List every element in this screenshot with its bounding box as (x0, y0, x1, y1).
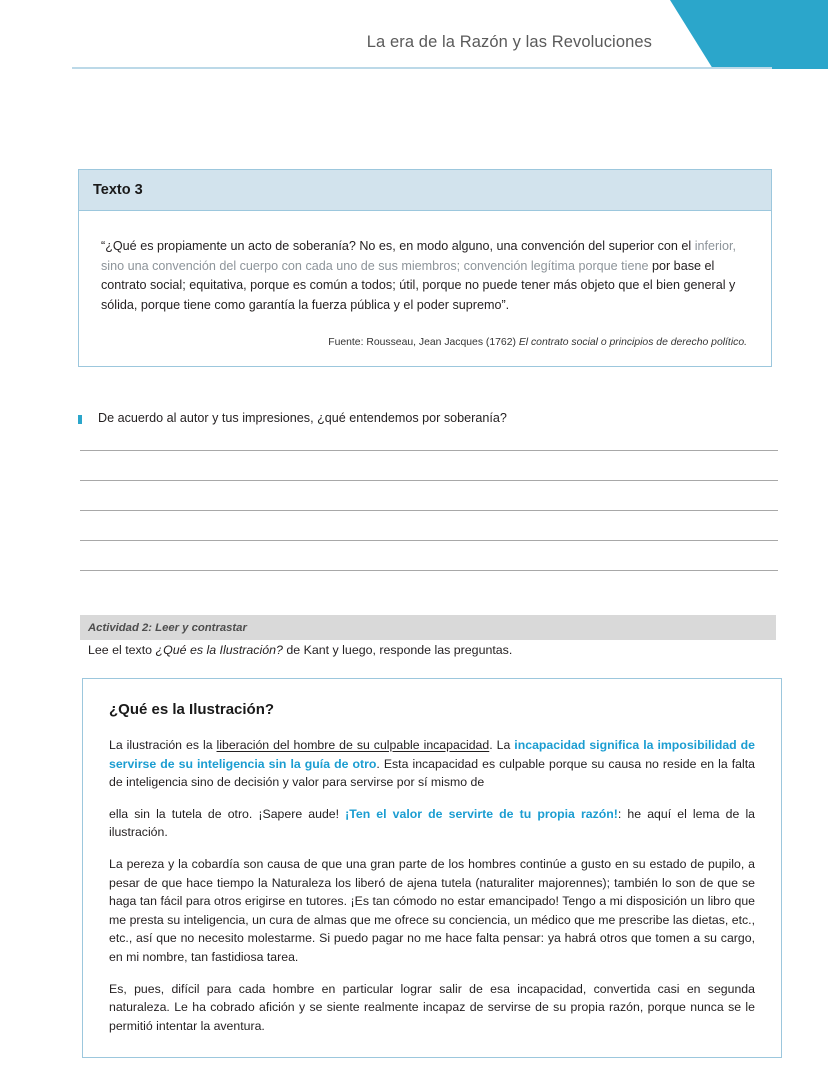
kant-reading-card (82, 678, 782, 1058)
instruction-prefix: Lee el texto (88, 643, 156, 657)
answer-lines-group (80, 450, 778, 600)
answer-line[interactable] (80, 570, 778, 571)
header-accent-shape-icon (648, 0, 828, 69)
quote-segment-1: “¿Qué es propiamente un acto de soberanía? No es, en modo alguno, una convención del superior con el (101, 239, 695, 253)
p1-segment-c: . Esta incapacidad es culpable porque su causa no reside en la falta de inteligencia sino de decisión y valor para servirse por sí mismo de (109, 756, 756, 790)
reading-paragraph-3: La pereza y la cobardía son causa de que una gran parte de los hombres continúe a gusto en su estado de pupilo, a pesar de que hace tiempo la Naturaleza los liberó de ajena tutela (naturaliter majorennes); también lo son de que se haga tan fácil para otros erigirse en tutores. ¡Es tan cómodo no estar emancipado! Tengo a mi disposición un libro que me presta su inteligencia, un cura de almas que me ofrece su conciencia, un médico que me prescribe las dietas, etc., etc., así que no necesito molestarme. Si puedo pagar no me hace falta pensar: ya habrá otros que tomen a su cargo, en mi nombre, tan fastidiosa tarea. (109, 856, 755, 964)
header-divider (72, 67, 772, 69)
texto-3-label: Texto 3 (93, 182, 143, 198)
answer-line[interactable] (80, 450, 778, 451)
texto-3-card-header (79, 170, 771, 211)
p1-segment-b: . La (489, 738, 515, 752)
reading-paragraph-1 (109, 736, 755, 792)
p2-segment-a: ella sin la tutela de otro. ¡Sapere aude! (109, 806, 346, 821)
rousseau-quote (101, 237, 749, 315)
activity-2-band (80, 615, 776, 640)
question-row (78, 410, 778, 427)
p1-underlined-phrase: liberación del hombre de su culpable incapacidad (216, 738, 490, 752)
reading-paragraph-4: Es, pues, difícil para cada hombre en particular lograr salir de esa incapacidad, convertida casi en segunda naturaleza. Le ha cobrado afición y se siente realmente incapaz de servirse de su propia razón, porque nunca se le permitió intentar la aventura. (109, 981, 755, 1033)
instruction-title: ¿Qué es la Ilustración? (155, 643, 283, 657)
activity-2-instruction (88, 643, 778, 657)
quote-segment-2: por base el contrato social; equitativa, porque es común a todos; útil, porque no puede tener más objeto que el bien general y sólida, porque tiene como garantía la fuerza pública y el poder supremo”. (101, 258, 736, 312)
question-text: De acuerdo al autor y tus impresiones, ¿qué entendemos por soberanía? (98, 411, 507, 425)
instruction-suffix: de Kant y luego, responde las preguntas. (282, 643, 513, 657)
answer-line[interactable] (80, 480, 778, 481)
p2-highlighted-phrase: ¡Ten el valor de servirte de tu propia razón! (345, 806, 618, 821)
quote-segment-faded: inferior, sino una convención del cuerpo con cada uno de sus miembros; convención legítima porque tiene (101, 239, 736, 273)
answer-line[interactable] (80, 510, 778, 511)
texto-3-card (78, 169, 772, 367)
reading-title: ¿Qué es la Ilustración? (109, 701, 275, 718)
texto-3-card-body (79, 211, 771, 366)
quote-source-prefix: Fuente: Rousseau, Jean Jacques (1762) (328, 337, 519, 348)
quote-source (101, 337, 749, 348)
answer-line[interactable] (80, 540, 778, 541)
p2-segment-b: : he aquí el lema de la ilustración. (109, 806, 756, 840)
p1-segment-a: La ilustración es la (109, 738, 217, 752)
reading-paragraph-2 (109, 805, 755, 842)
page-title: La era de la Razón y las Revoluciones (366, 33, 652, 51)
activity-2-label: Actividad 2: Leer y contrastar (88, 622, 247, 634)
quote-source-title: El contrato social o principios de derecho político. (518, 337, 747, 348)
page-header (0, 0, 828, 70)
diamond-bullet-icon (78, 415, 82, 424)
p1-highlighted-phrase: incapacidad significa la imposibilidad de servirse de su inteligencia sin la guía de otro (109, 738, 756, 771)
